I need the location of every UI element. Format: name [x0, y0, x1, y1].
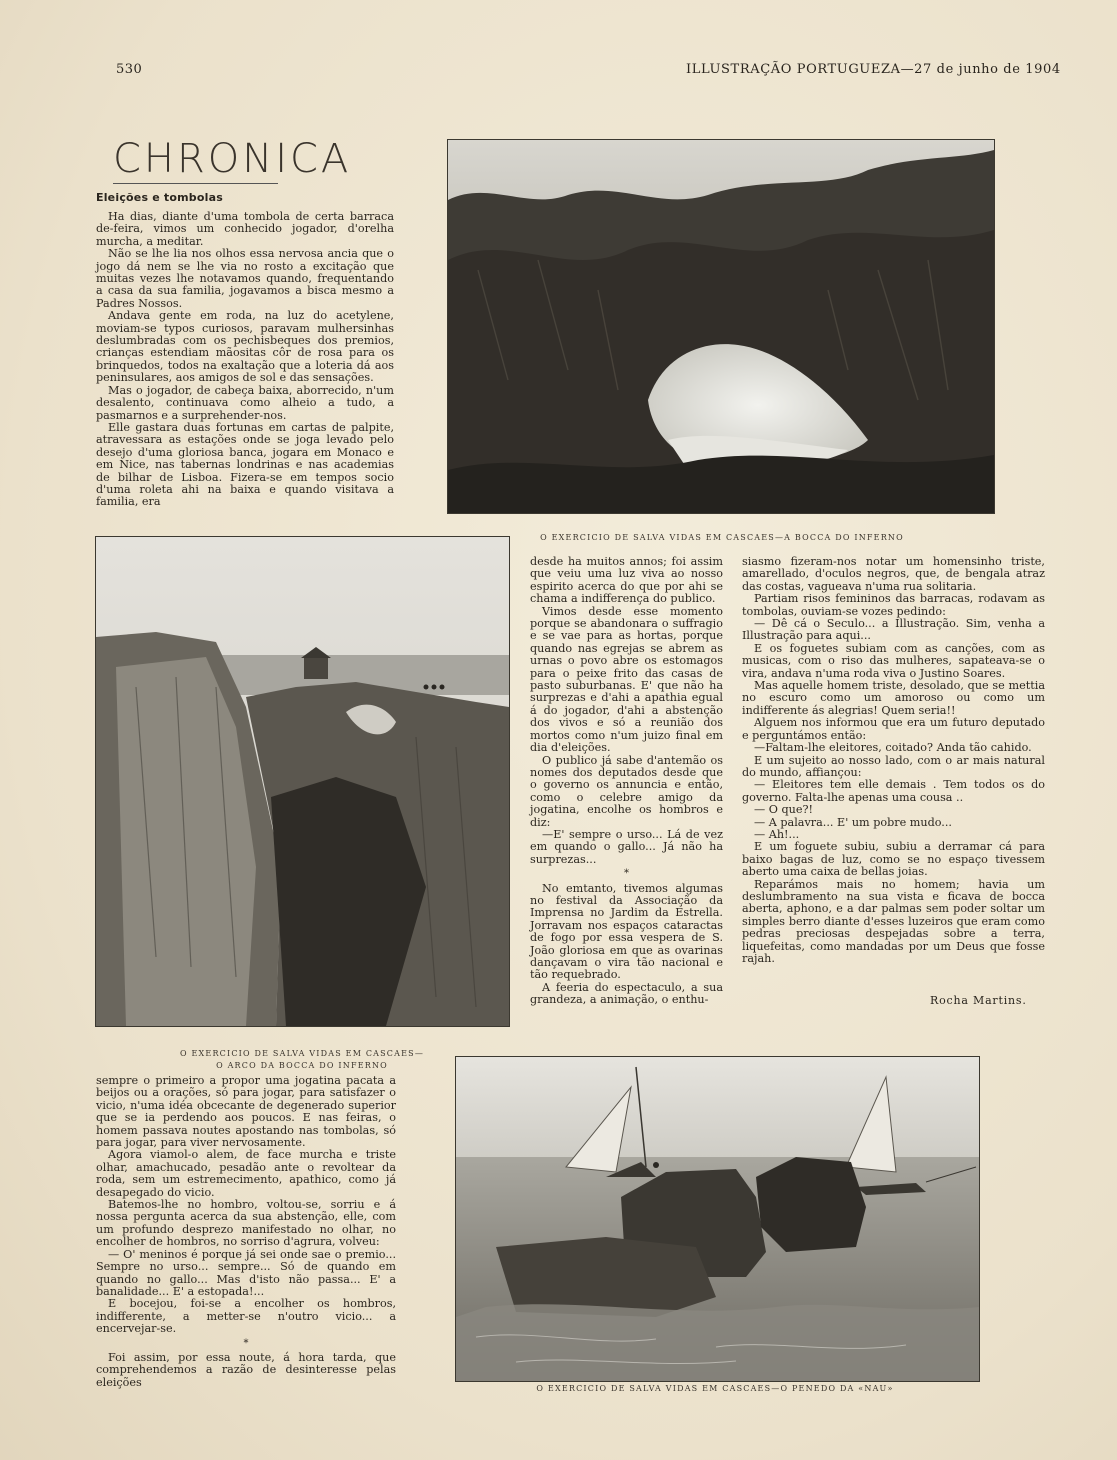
paragraph: Ha dias, diante d'uma tombola de certa barraca de-feira, vimos um conhecido jogador, d'orelha murcha, a meditar.	[96, 210, 394, 248]
heading-rule	[113, 183, 278, 184]
text-column-3	[742, 556, 1045, 965]
author-signature: Rocha Martins.	[930, 994, 1027, 1007]
paragraph: —E' sempre o urso... Lá de vez em quando o gallo... Já não ha surprezas...	[530, 827, 723, 866]
paragraph: E os foguetes subiam com as canções, com as musicas, com o riso das mulheres, sapateava-se o vira, andava n'uma roda viva o Justino Soares.	[742, 641, 1045, 680]
photo-caption	[96, 1048, 508, 1072]
paragraph: Andava gente em roda, na luz do acetylene, moviam-se typos curiosos, paravam mulhersinhas deslumbradas com os pechisbeques dos premios, crianças estendiam mãositas côr de rosa para os brinquedos, todos na exaltação que a loteria dá aos peninsulares, aos amigos de sol e das sensações.	[96, 309, 394, 385]
section-separator: *	[243, 1337, 249, 1349]
caption-line: O EXERCICIO DE SALVA VIDAS EM CASCAES—	[179, 1049, 425, 1058]
paragraph: desde ha muitos annos; foi assim que veiu uma luz viva ao nosso espirito acerca do que por ahi se chama a indifferença do publico.	[530, 555, 723, 606]
paragraph: Batemos-lhe no hombro, voltou-se, sorriu e á nossa pergunta acerca da sua abstenção, elle, com um profundo desprezo manifestado no olhar, no encolher de hombros, no sorriso d'agrura, volveu:	[96, 1198, 396, 1249]
paragraph: E um sujeito ao nosso lado, com o ar mais natural do mundo, affiançou:	[742, 753, 1045, 779]
photo-caption: O EXERCICIO DE SALVA VIDAS EM CASCAES—A BOCCA DO INFERNO	[540, 533, 904, 542]
paragraph: — Ah!...	[754, 827, 800, 841]
paragraph: Não se lhe lia nos olhos essa nervosa ancia que o jogo dá nem se lhe via no rosto a excitação que muitas vezes lhe notavamos quando, frequentando a casa da sua familia, jogavamos a bisca mesmo a Padres Nossos.	[96, 247, 394, 310]
paragraph: Reparámos mais no homem; havia um deslumbramento na sua vista e ficava de bocca aberta, aphono, e a dar palmas sem poder soltar um simples berro diante d'esses luzeiros que eram como pedras preciosas despejadas sobre a terra, liquefeitas, como mandadas por um Deus que fosse rajah.	[742, 877, 1045, 965]
paragraph: Mas aquelle homem triste, desolado, que se mettia no escuro como um amoroso ou como um indifferente ás alegrias! Quem seria!!	[742, 679, 1045, 717]
photo-caption: O EXERCICIO DE SALVA VIDAS EM CASCAES—O PENEDO DA «NAU»	[536, 1384, 894, 1393]
paragraph: E um foguete subiu, subiu a derramar cá para baixo bagas de luz, como se no espaço tivessem aberto uma caixa de bellas joias.	[742, 840, 1045, 879]
paragraph: — Eleitores tem elle demais . Tem todos os do governo. Falta-lhe apenas uma cousa ..	[742, 778, 1045, 804]
paragraph: — O que?!	[754, 803, 813, 817]
section-title: Eleições e tombolas	[96, 191, 223, 204]
text-column-2	[530, 556, 723, 1007]
text-column-4	[96, 1075, 396, 1389]
caption-line: O ARCO DA BOCCA DO INFERNO	[216, 1061, 388, 1070]
paragraph: Partiam risos femininos das barracas, rodavam as tombolas, ouviam-se vozes pedindo:	[742, 592, 1045, 618]
photo-penedo-da-nau	[455, 1056, 980, 1382]
paragraph: sempre o primeiro a propor uma jogatina pacata a beijos ou a orações, só para jogar, para satisfazer o vicio, n'uma idéa obcecante de degenerado superior que se ia perdendo aos poucos. E nas feiras, o homem passava noutes apostando nas tombolas, só para jogar, para viver nervosamente.	[96, 1074, 396, 1150]
paragraph: — Dê cá o Seculo... a Illustração. Sim, venha a Illustração para aqui...	[742, 617, 1045, 643]
text-column-1	[96, 211, 394, 509]
paragraph: Agora viamol-o alem, de face murcha e triste olhar, amachucado, pesadão ante o revoltear da roda, sem um estremecimento, apathico, como já desapegado do vicio.	[96, 1148, 396, 1199]
section-separator: *	[624, 868, 629, 880]
photo-bocca-do-inferno	[447, 139, 995, 514]
paragraph: Vimos desde esse momento porque se abandonara o suffragio e se vae para as hortas, porque quando nas egrejas se abrem as urnas o povo abre os estomagos para o peixe frito das casas de pasto suburbanas. E' que não ha surprezas e d'ahi a apathia egual á do jogador, d'ahi a abstenção dos vivos e só a reunião dos mortos como n'um juizo final em dia d'eleições.	[530, 604, 723, 755]
running-header: ILLUSTRAÇÃO PORTUGUEZA—27 de junho de 1904	[686, 62, 1061, 77]
photo-arco-bocca-do-inferno	[95, 536, 510, 1027]
paragraph: — O' meninos é porque já sei onde sae o premio... Sempre no urso... sempre... Só de quando em quando no gallo... Mas d'isto não passa... E' a banalidade... E' a estopada!...	[96, 1247, 396, 1298]
paragraph: Mas o jogador, de cabeça baixa, aborrecido, n'um desalento, continuava como alheio a tudo, a pasmarnos e a surprehender-nos.	[96, 383, 394, 422]
paragraph: —Faltam-lhe eleitores, coitado? Anda tão cahido.	[754, 741, 1032, 755]
paragraph: E bocejou, foi-se a encolher os hombros, indifferente, a metter-se n'outro vicio... a encervejar-se.	[96, 1297, 396, 1336]
paragraph: — A palavra... E' um pobre mudo...	[754, 815, 952, 829]
article-heading: CHRONICA	[113, 136, 352, 182]
paragraph: O publico já sabe d'antemão os nomes dos deputados desde que o governo os annuncia e então, como o celebre amigo da jogatina, encolhe os hombros e diz:	[530, 753, 723, 829]
paragraph: Foi assim, por essa noute, á hora tarda, que comprehendemos a razão de desinteresse pelas eleições	[96, 1350, 396, 1389]
paragraph: A feeria do espectaculo, a sua grandeza, a animação, o enthu-	[530, 980, 723, 1007]
paragraph: Elle gastara duas fortunas em cartas de palpite, atravessara as estações onde se joga levado pelo desejo d'uma gloriosa banca, jogara em Monaco e em Nice, nas tabernas londrinas e nas academias de bilhar de Lisboa. Fizera-se em tempos socio d'uma roleta ahi na baixa e quando visitava a familia, era	[96, 420, 394, 509]
paragraph: Alguem nos informou que era um futuro deputado e perguntámos então:	[742, 716, 1045, 742]
paragraph: siasmo fizeram-nos notar um homensinho triste, amarellado, d'oculos negros, que, de bengala atraz das costas, vagueava n'uma rua solitaria.	[742, 555, 1045, 593]
paragraph: No emtanto, tivemos algumas no festival da Associação da Imprensa no Jardim da Estrella. Jorravam nos espaços cataractas de fogo por essa vespera de S. João gloriosa em que as ovarinas dançavam o vira tão nacional e tão requebrado.	[530, 881, 723, 982]
page-number: 530	[116, 62, 143, 77]
